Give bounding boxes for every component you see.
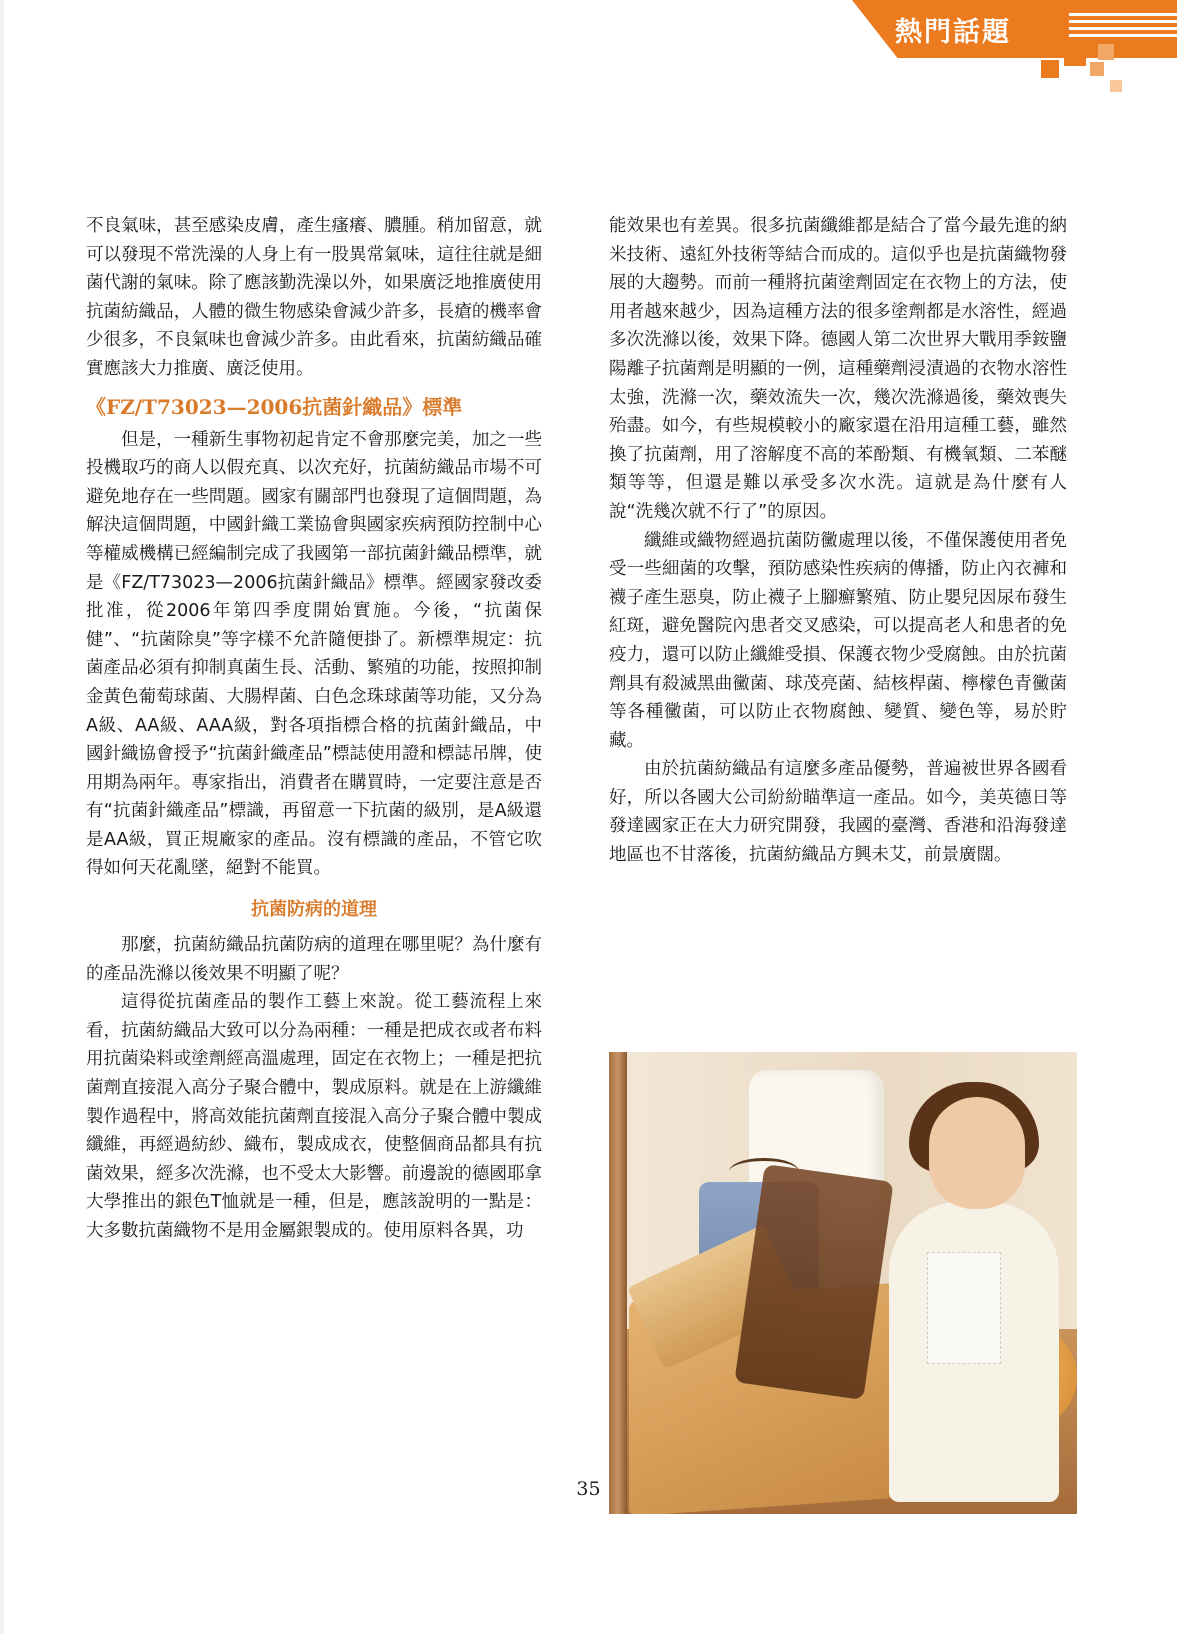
body-paragraph: 纖維或織物經過抗菌防黴處理以後，不僅保護使用者免受一些細菌的攻擊，預防感染性疾病的傳播，防止內衣褲和襪子產生惡臭，防止襪子上腳癬繁殖、防止嬰兒因尿布發生紅斑，避免醫院內患者交叉感染，可以提高老人和患者的免疫力，還可以防止纖維受損、保護衣物少受腐蝕。由於抗菌劑具有殺滅黑曲黴菌、球茂亮菌、結核桿菌、檸檬色青黴菌等各種黴菌，可以防止衣物腐蝕、變質、變色等，易於貯藏。 [609, 530, 1067, 751]
page-edge [0, 0, 4, 1634]
decor-square [1090, 62, 1104, 76]
photo-woman-face [929, 1097, 1025, 1209]
header-stripes [1069, 13, 1177, 41]
body-paragraph: 能效果也有差異。很多抗菌纖維都是結合了當今最先進的納米技術、遠紅外技術等結合而成的。這似乎也是抗菌織物發展的大趨勢。而前一種將抗菌塗劑固定在衣物上的方法，使用者越來越少，因為這種方法的很多塗劑都是水溶性，經過多次洗滌以後，效果下降。德國人第二次世界大戰用季銨鹽陽離子抗菌劑是明顯的一例，這種藥劑浸漬過的衣物水溶性太強，洗滌一次，藥效流失一次，幾次洗滌過後，藥效喪失殆盡。如今，有些規模較小的廠家還在沿用這種工藝，雖然換了抗菌劑，用了溶解度不高的苯酚類、有機氧類、二苯醚類等等，但還是難以承受多次水洗。這就是為什麼有人說“洗幾次就不行了”的原因。 [609, 216, 1067, 522]
photo-post [609, 1052, 627, 1514]
body-paragraph: 由於抗菌紡織品有這麼多產品優勢，普遍被世界各國看好，所以各國大公司紛紛瞄準這一產品。如今，美英德日等發達國家正在大力研究開發，我國的臺灣、香港和沿海發達地區也不甘落後，抗菌紡織品方興未艾，前景廣闊。 [609, 759, 1067, 866]
body-paragraph: 那麼，抗菌紡織品抗菌防病的道理在哪里呢？為什麼有的產品洗滌以後效果不明顯了呢？ [86, 935, 542, 984]
decor-square [1064, 44, 1086, 66]
photo-woman-top [927, 1252, 1001, 1364]
right-column [609, 212, 1067, 870]
body-paragraph: 但是，一種新生事物初起肯定不會那麼完美，加之一些投機取巧的商人以假充真、以次充好，抗菌紡織品市場不可避免地存在一些問題。國家有關部門也發現了這個問題，為解決這個問題，中國針織工業協會與國家疾病預防控制中心等權威機構已經編制完成了我國第一部抗菌針織品標準，就是《FZ/T73023—2006抗菌針織品》標準。經國家發改委批准，從2006年第四季度開始實施。今後，“抗菌保健”、“抗菌除臭”等字樣不允許隨便掛了。新標準規定：抗菌產品必須有抑制真菌生長、活動、繁殖的功能，按照抑制金黃色葡萄球菌、大腸桿菌、白色念珠球菌等功能，又分為A級、AA級、AAA級，對各項指標合格的抗菌針織品，中國針織協會授予“抗菌針織產品”標誌使用證和標誌吊牌，使用期為兩年。專家指出，消費者在購買時，一定要注意是否有“抗菌針織產品”標識，再留意一下抗菌的級別，是A級還是AA級，買正規廠家的產品。沒有標識的產品，不管它吹得如何天花亂墜，絕對不能買。 [86, 429, 542, 879]
body-paragraph: 不良氣味，甚至感染皮膚，產生瘙癢、膿腫。稍加留意，就可以發現不常洗澡的人身上有一股異常氣味，這往往就是細菌代謝的氣味。除了應該勤洗澡以外，如果廣泛地推廣使用抗菌紡織品，人體的微生物感染會減少許多，長瘡的機率會少很多，不良氣味也會減少許多。由此看來，抗菌紡織品確實應該大力推廣、廣泛使用。 [86, 216, 542, 379]
decor-square [1041, 60, 1059, 78]
section-label: 熱門話題 [895, 17, 1011, 48]
left-column [86, 212, 542, 1246]
decor-square [1110, 80, 1122, 92]
body-paragraph: 這得從抗菌產品的製作工藝上來說。從工藝流程上來看，抗菌紡織品大致可以分為兩種：一種是把成衣或者布料用抗菌染料或塗劑經高溫處理，固定在衣物上；一種是把抗菌劑直接混入高分子聚合體中，製成原料。就是在上游纖維製作過程中，將高效能抗菌劑直接混入高分子聚合體中製成纖維，再經過紡紗、織布，製成成衣，使整個商品都具有抗菌效果，經多次洗滌，也不受太大影響。前邊說的德國耶拿大學推出的銀色T恤就是一種，但是，應該說明的一點是：大多數抗菌織物不是用金屬銀製成的。使用原料各異，功 [86, 992, 542, 1241]
article-photo [609, 1052, 1077, 1514]
page-number: 35 [576, 1478, 601, 1500]
section-heading: 抗菌防病的道理 [251, 899, 377, 921]
section-heading: 《FZ/T73023—2006抗菌針織品》標準 [86, 394, 463, 419]
decor-square [1098, 44, 1114, 60]
